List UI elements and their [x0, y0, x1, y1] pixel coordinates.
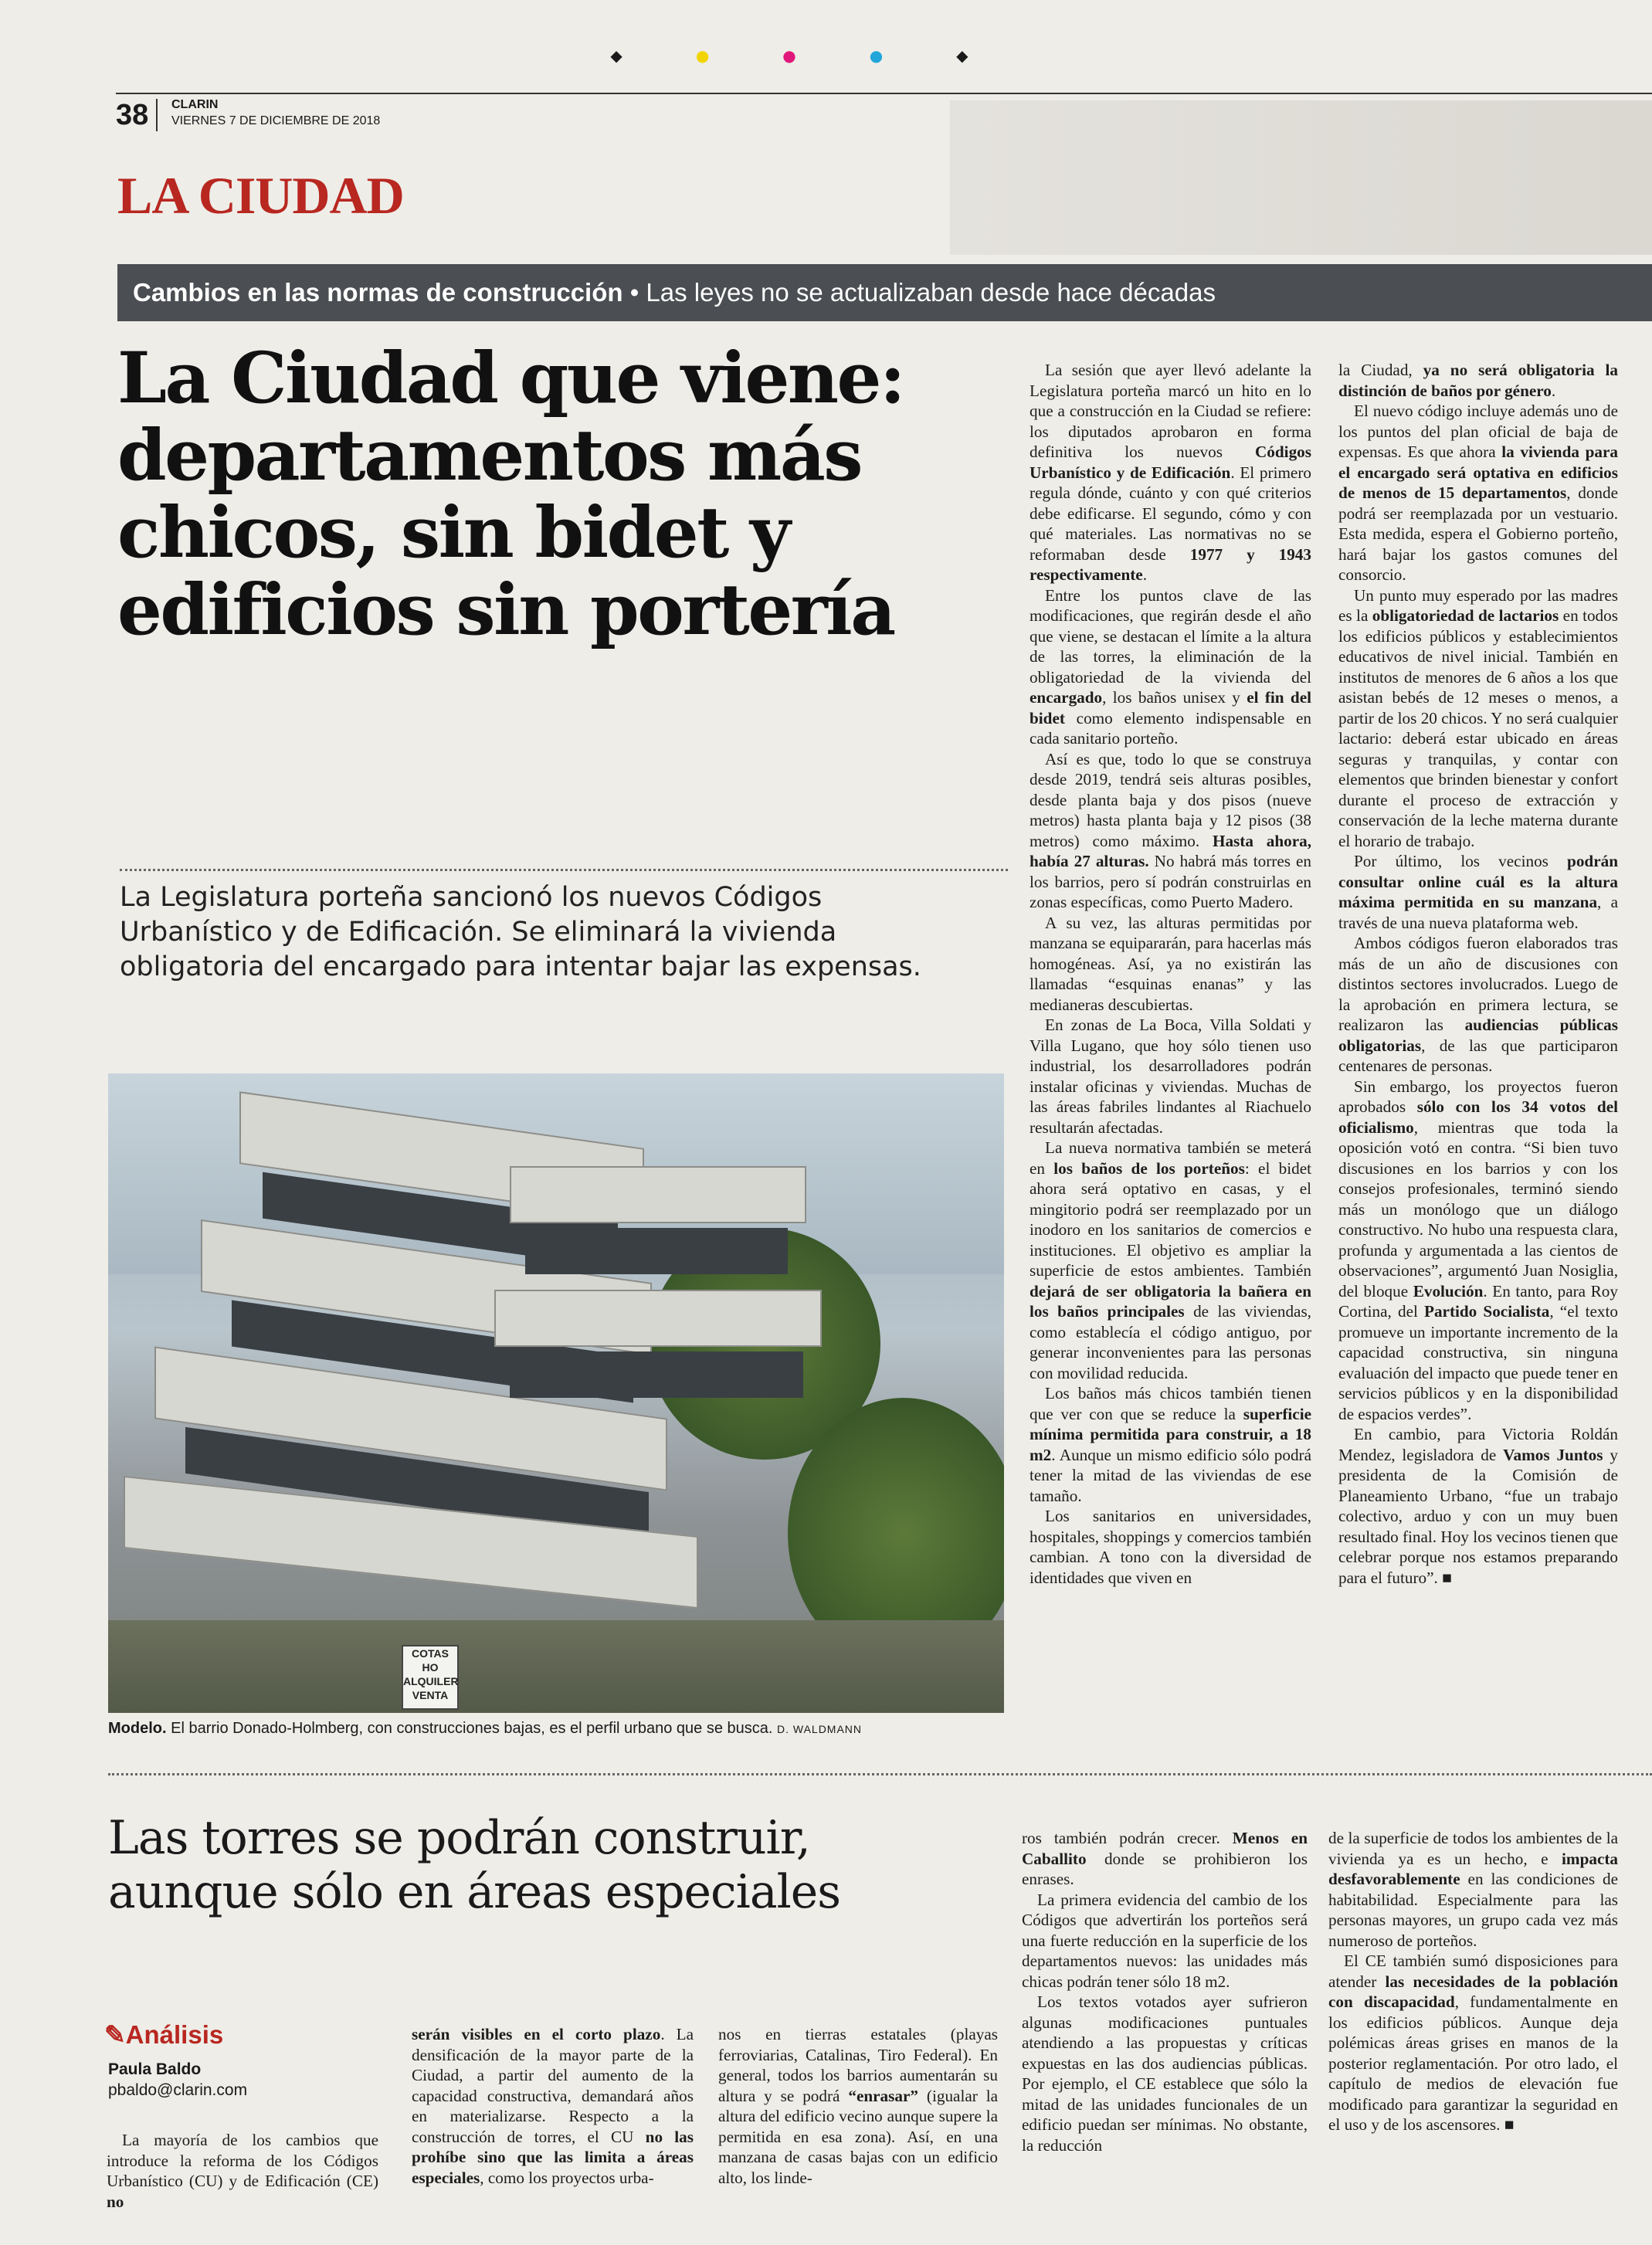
bold-text: audiencias públicas obligatorias	[1338, 1016, 1618, 1055]
header-rule	[116, 93, 1652, 94]
text: Por último, los vecinos	[1354, 852, 1568, 870]
text: (igualar la altura del edificio vecino aunque supere la permitida en esa zona). Así, en una manzana de casas bajas con un edificio alto, los linde-	[718, 2086, 998, 2187]
text: donde se prohibieron los enrases.	[1022, 1849, 1308, 1888]
lede-line: La Legislatura porteña sancionó los nuevos Códigos	[120, 882, 823, 913]
text: A su vez, las alturas permitidas por manzana se equipararán, para hacerlas más homogéneas. Así, ya no existirán las llamadas “esquinas enanas” y las medianeras descubiertas.	[1030, 913, 1311, 1014]
paragraph	[1328, 1828, 1618, 1951]
text: como elemento indispensable en cada sanitario porteño.	[1030, 708, 1311, 748]
topic-band	[117, 264, 1652, 321]
paragraph	[1030, 913, 1311, 1016]
article-column-2	[1338, 360, 1618, 1588]
text: El nuevo código incluye además uno de los puntos del plan oficial de baja de expensas. Es que ahora	[1338, 402, 1618, 461]
sign-line: COTAS	[412, 1647, 449, 1660]
secondary-headline	[108, 1811, 1019, 1919]
paragraph	[1328, 1951, 1618, 2135]
text: . El primero regula dónde, cuánto y con qué criterios debe edificarse. El segundo, cómo y con qué materiales. Las normativas no se reformaban desde	[1030, 463, 1311, 564]
photo-window-band	[525, 1228, 788, 1274]
bold-text: los baños de los porteños	[1053, 1158, 1245, 1178]
analysis-label	[104, 2019, 223, 2050]
author-email: pbaldo@clarin.com	[108, 2081, 248, 2099]
photo-window-band	[510, 1351, 803, 1398]
sign-line: ALQUILER	[403, 1675, 459, 1687]
analysis-column-d	[1022, 1828, 1308, 2155]
text: Ambos códigos fueron elaborados tras más de un año de discusiones con distintos sectores involucrados. Luego de la aprobación en primera lectura, se realizaron las	[1338, 934, 1618, 1034]
photo-floor	[494, 1290, 822, 1347]
text: de las viviendas, como establecía el código antiguo, por generar inconvenientes para las personas con movilidad reducida.	[1030, 1302, 1311, 1382]
text: Así es que, todo lo que se construya desde 2019, tendrá seis alturas posibles, desde planta baja y dos pisos (nueve metros) hasta planta baja y 12 pisos (38 metros) como máximo.	[1030, 749, 1311, 850]
lede	[120, 880, 1008, 985]
diamond-icon: ◆	[610, 46, 696, 65]
topic-band-rest: Las leyes no se actualizaban desde hace décadas	[646, 278, 1216, 307]
text: , a través de una nueva plataforma web.	[1338, 893, 1619, 932]
headline2-line: Las torres se podrán construir,	[108, 1811, 810, 1865]
paragraph	[1338, 1077, 1618, 1425]
caption-text: El barrio Donado-Holmberg, con construcciones bajas, es el perfil urbano que se busca.	[166, 1720, 773, 1737]
topic-band-bold: Cambios en las normas de construcción	[133, 278, 623, 307]
photo-credit: D. WALDMANN	[776, 1723, 863, 1735]
photo-caption	[108, 1718, 1012, 1739]
text: La primera evidencia del cambio de los Códigos que advertirán los porteños será una fuerte reducción en la superficie de los departamentos nuevos: las unidades más chicas podrán tener sólo 18 m2.	[1022, 1890, 1308, 1991]
paragraph	[1338, 585, 1618, 852]
bold-text: obligatoriedad de lactarios	[1372, 606, 1559, 625]
text: : el bidet ahora será optativo en casas, y el mingitorio podrá ser reemplazado por un inodoro en los sanitarios de comercios e instituciones. El objetivo es ampliar la superficie de estos ambientes. También	[1030, 1158, 1311, 1280]
text: . Aunque un mismo edificio sólo podrá tener la mitad de las viviendas de ese tamaño.	[1030, 1445, 1311, 1505]
magenta-dot-icon: ●	[782, 46, 870, 65]
text: Un punto muy esperado por las madres es la	[1338, 585, 1618, 625]
sign-line: HO	[422, 1661, 439, 1674]
bold-text: Partido Socialista	[1424, 1302, 1550, 1321]
article-column-1	[1030, 360, 1311, 1588]
text: en las condiciones de habitabilidad. Especialmente para las personas mayores, un grupo cada vez más numeroso de porteños.	[1328, 1870, 1618, 1950]
registration-marks	[0, 46, 1652, 65]
paragraph	[1022, 1828, 1308, 1890]
text: .	[1551, 381, 1556, 400]
paragraph	[1030, 360, 1311, 585]
text: , fundamentalmente en los edificios públicos. Aunque deja polémicas áreas grises en manos de la posterior reglamentación. Por otro lado, el capítulo de medios de elevación fue modificado para garantizar la seguridad en el uso y de los ascensores. ■	[1328, 1992, 1618, 2134]
text: , de las que participaron centenares de personas.	[1338, 1036, 1618, 1075]
building-photo	[108, 1073, 1004, 1713]
bold-text: Evolución	[1413, 1281, 1484, 1301]
analysis-column-b	[412, 2024, 694, 2188]
pen-icon: ✎	[104, 2020, 126, 2049]
bold-text: el fin del bidet	[1030, 688, 1311, 727]
issue-date: VIERNES 7 DE DICIEMBRE DE 2018	[171, 114, 381, 127]
text: En cambio, para Victoria Roldán Mendez, legisladora de	[1338, 1425, 1618, 1464]
headline-line: departamentos más	[117, 415, 862, 497]
sign-line: VENTA	[412, 1689, 449, 1701]
text: y presidenta de la Comisión de Planeamiento Urbano, “fue un trabajo colectivo, arduo y con un muy buen resultado final. Hoy los vecinos tienen que celebrar porque nos estamos preparando para el futuro”. ■	[1338, 1445, 1618, 1587]
text: de la superficie de todos los ambientes de la vivienda ya es un hecho, e	[1328, 1829, 1618, 1868]
text: , como los proyectos urba-	[480, 2168, 654, 2187]
lede-line: obligatoria del encargado para intentar bajar las expensas.	[120, 951, 921, 982]
text: La mayoría de los cambios que introduce la reforma de los Códigos Urbanístico (CU) y de Edificación (CE)	[107, 2131, 378, 2190]
caption-label: Modelo.	[108, 1720, 167, 1737]
paragraph	[1338, 360, 1618, 401]
text: . En tanto, para Roy Cortina, del	[1338, 1281, 1618, 1321]
paragraph	[1030, 749, 1311, 913]
bold-text: no	[107, 2192, 124, 2211]
text: La nueva normativa también se meterá en	[1030, 1138, 1311, 1178]
text: Los textos votados ayer sufrieron algunas modificaciones puntuales atendiendo a las propuestas y críticas expuestas en las dos audiencias públicas. Por ejemplo, el CE establece que sólo la mitad de las unidades funcionales de un edificio puedan ser mínimas. No obstante, la reducción	[1022, 1992, 1308, 2155]
text: nos en tierras estatales (playas ferroviarias, Catalinas, Tiro Federal). En general, todos los barrios aumentarán su altura y se podrá	[718, 2025, 998, 2105]
text: Sin embargo, los proyectos fueron aprobados	[1338, 1077, 1618, 1116]
analysis-text: Análisis	[125, 2020, 224, 2049]
bold-text: encargado	[1030, 688, 1103, 707]
text: , mientras que toda la oposición votó en contra. “Si bien tuvo discusiones en los barrios y con los consejos profesionales, terminó siendo más un monólogo que un diálogo constructivo. No hubo una respuesta clara, profunda y argumentada a las cientos de observaciones”, argumentó Juan Nosiglia, del bloque	[1338, 1117, 1618, 1301]
headline-line: edificios sin portería	[117, 569, 894, 651]
paragraph	[1030, 1138, 1311, 1383]
section-divider	[108, 1773, 1652, 1775]
paragraph	[1022, 1992, 1308, 2155]
paragraph	[1030, 1506, 1311, 1588]
bold-text: Hasta ahora, había 27 alturas.	[1030, 831, 1312, 870]
text: . La densificación de la mayor parte de la Ciudad, a partir del aumento de la capacidad constructiva, demandará años en materializarse. Respecto a la construcción de torres, el CU	[412, 2025, 694, 2146]
bold-text: ya no será obligatoria la distinción de baños por género	[1338, 361, 1618, 400]
topic-band-bullet: •	[629, 278, 639, 307]
paragraph	[412, 2024, 694, 2188]
yellow-dot-icon: ●	[695, 46, 783, 65]
text: La sesión que ayer llevó adelante la Legislatura porteña marcó un hito en lo que a construcción en la Ciudad se refiere: los diputados aprobaron en forma definitiva los nuevos	[1030, 361, 1311, 461]
text: En zonas de La Boca, Villa Soldati y Villa Lugano, que hoy sólo tienen uso industrial, los desarrolladores podrán instalar oficinas y viviendas. Muchas de las áreas fabriles lindantes al Riachuelo resultarán afectadas.	[1030, 1016, 1311, 1137]
paragraph	[718, 2024, 998, 2188]
paragraph	[1030, 1015, 1311, 1138]
main-headline	[117, 337, 1006, 651]
text: No habrá más torres en los barrios, pero sí podrán construirlas en zonas específicas, como Puerto Madero.	[1030, 852, 1311, 911]
text: .	[1142, 565, 1147, 584]
bold-text: Vamos Juntos	[1503, 1445, 1603, 1464]
text: , los baños unisex y	[1102, 688, 1247, 707]
text: en todos los edificios públicos y establecimientos educativos de nivel inicial. También en institutos de menores de 6 años a los que asistan bebés de 12 meses o menos, a partir de los 20 chicos. Y no será cualquier lactario: deberá estar ubicado en áreas seguras y tranquilas, y contar con elementos que brinden bienestar y confort durante el proceso de extracción y conservación de la leche materna durante el horario de trabajo.	[1338, 606, 1618, 850]
paragraph	[1338, 1424, 1618, 1588]
section-title: LA CIUDAD	[117, 166, 404, 225]
bold-text: “enrasar”	[848, 2086, 918, 2105]
bold-text: Códigos Urbanístico y de Edificación	[1030, 443, 1311, 482]
paragraph	[1338, 851, 1618, 933]
analysis-column-a	[107, 2130, 378, 2212]
paragraph	[1338, 933, 1618, 1077]
dotted-divider	[120, 869, 1008, 871]
page-number: 38	[116, 99, 158, 131]
text: Entre los puntos clave de las modificaciones, que regirán desde el año que viene, se destacan el límite a la altura de las torres, la eliminación de la obligatoriedad de la vivienda del	[1030, 585, 1311, 687]
analysis-column-e	[1328, 1828, 1618, 2135]
cyan-dot-icon: ●	[869, 46, 957, 65]
paragraph	[1030, 585, 1311, 749]
bold-text: serán visibles en el corto plazo	[412, 2025, 661, 2043]
bold-text: podrán consultar online cuál es la altura máxima permitida en su manzana	[1338, 852, 1618, 911]
author-name: Paula Baldo	[108, 2060, 202, 2078]
for-rent-sign	[402, 1645, 459, 1710]
text: Los sanitarios en universidades, hospitales, shoppings y comercios también cambian. A tono con la diversidad de identidades que viven en	[1030, 1507, 1311, 1587]
paragraph	[1030, 1383, 1311, 1506]
paragraph	[1338, 401, 1618, 585]
bold-text: no las prohíbe sino que las limita a áreas especiales	[412, 2127, 694, 2187]
photo-ground	[108, 1620, 1004, 1713]
bold-text: dejará de ser obligatoria la bañera en los baños principales	[1030, 1281, 1311, 1321]
bold-text: la vivienda para el encargado será optativa en edificios de menos de 15 departamentos	[1338, 443, 1618, 502]
text: , “el texto promueve un importante incremento de la capacidad constructiva, sin ninguna evaluación del impacto que puede tener en servicios públicos y en la disponibilidad de espacios verdes”.	[1338, 1302, 1618, 1423]
headline2-line: aunque sólo en áreas especiales	[108, 1865, 841, 1919]
bold-text: Menos en Caballito	[1022, 1829, 1308, 1868]
paragraph	[107, 2130, 378, 2212]
paper-title: CLARIN	[171, 98, 219, 111]
diamond-icon: ◆	[956, 46, 1042, 65]
text: Los baños más chicos también tienen que ver con que se reduce la	[1030, 1384, 1311, 1423]
text: , donde podrá ser reemplazada por un vestuario. Esta medida, espera el Gobierno porteño, hará bajar los gastos comunes del consorcio.	[1338, 483, 1619, 584]
bold-text: 1977 y 1943 respectivamente	[1030, 544, 1311, 584]
text: ros también podrán crecer.	[1022, 1829, 1233, 1847]
headline-line: La Ciudad que viene:	[117, 337, 904, 419]
bleed-through-shadow	[950, 100, 1652, 255]
photo-floor	[510, 1166, 806, 1223]
paragraph	[1022, 1890, 1308, 1992]
bold-text: impacta desfavorablemente	[1328, 1849, 1618, 1888]
headline-line: chicos, sin bidet y	[117, 492, 789, 574]
bold-text: las necesidades de la población con discapacidad	[1328, 1972, 1618, 2011]
lede-line: Urbanístico y de Edificación. Se eliminará la vivienda	[120, 917, 837, 948]
bold-text: sólo con los 34 votos del oficialismo	[1338, 1097, 1618, 1137]
analysis-column-c	[718, 2024, 998, 2188]
text: la Ciudad,	[1338, 361, 1423, 379]
paper-name	[171, 97, 218, 113]
bold-text: superficie mínima permitida para construir, a 18 m2	[1030, 1404, 1311, 1464]
text: El CE también sumó disposiciones para atender	[1328, 1952, 1618, 1991]
